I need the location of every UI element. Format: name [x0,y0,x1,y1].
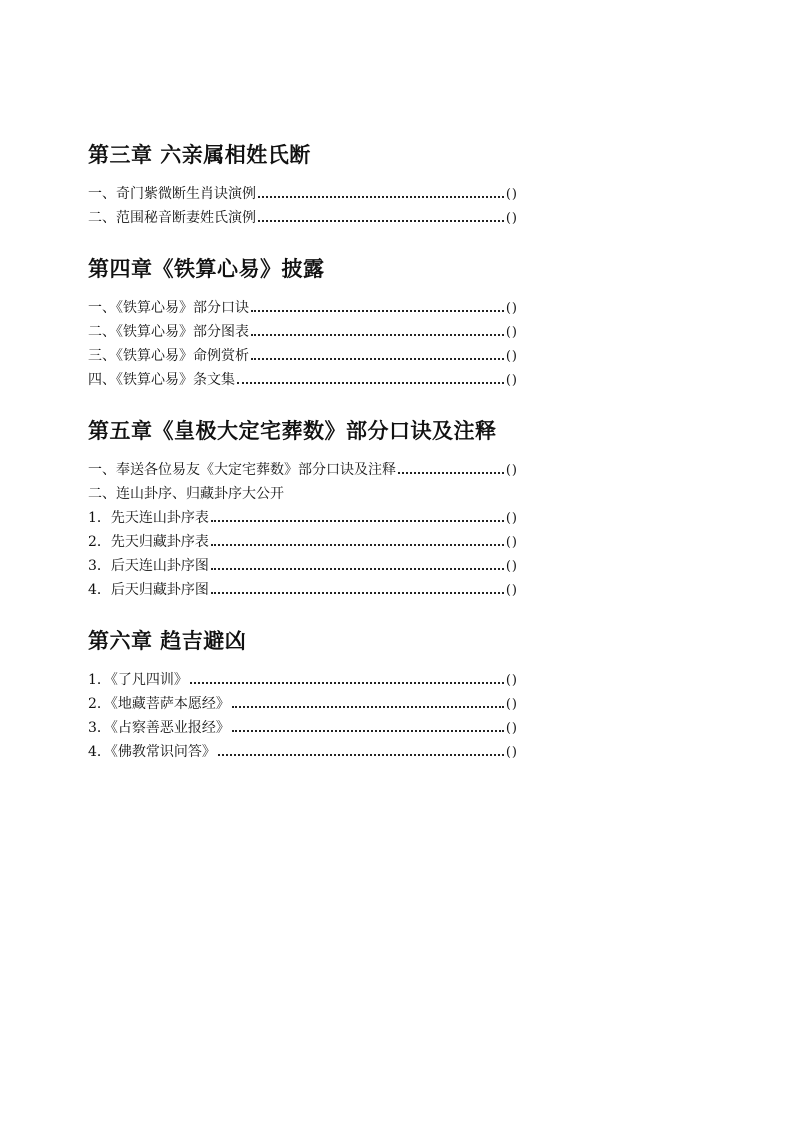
chapter-3 [88,140,518,230]
toc-entry-page: () [505,673,518,688]
toc-entry-page: () [505,187,518,202]
dot-leader [211,583,504,594]
toc-entry[interactable] [88,716,518,740]
dot-leader [258,187,504,198]
toc-entry[interactable] [88,344,518,368]
toc-entry-text: 1．《了凡四训》 [88,672,188,688]
toc-entry-page: () [505,325,518,340]
toc-entry-page: () [505,721,518,736]
toc-page [88,128,518,764]
dot-leader [258,211,504,222]
chapter-4 [88,254,518,392]
toc-entry[interactable] [88,206,518,230]
toc-entry-text: 二、《铁算心易》部分图表 [88,324,249,340]
chapter-6 [88,626,518,764]
toc-entry-text: 二、范围秘音断妻姓氏演例 [88,210,256,226]
toc-section-heading[interactable] [88,482,518,506]
toc-entry[interactable] [88,296,518,320]
toc-entry-text: 4．后天归藏卦序图 [88,582,209,598]
dot-leader [398,463,504,474]
toc-entry-page: () [505,745,518,760]
chapter-title: 第三章 六亲属相姓氏断 [88,143,311,167]
chapter-title: 第六章 趋吉避凶 [88,629,247,653]
toc-entry[interactable] [88,578,518,602]
toc-entry-text: 四、《铁算心易》条文集 [88,372,235,388]
chapter-title: 第四章《铁算心易》披露 [88,257,325,281]
dot-leader [237,373,504,384]
toc-entry-text: 3．《占察善恶业报经》 [88,720,230,736]
dot-leader [251,325,504,336]
toc-entry-page: () [505,301,518,316]
toc-entry[interactable] [88,368,518,392]
toc-entry-page: () [505,349,518,364]
toc-entry-text: 2．《地藏菩萨本愿经》 [88,696,230,712]
toc-entry-text: 2．先天归藏卦序表 [88,534,209,550]
toc-entry[interactable] [88,506,518,530]
toc-entry-page: () [505,535,518,550]
toc-entry-page: () [505,697,518,712]
toc-entry[interactable] [88,182,518,206]
toc-entry-page: () [505,373,518,388]
toc-entry-page: () [505,463,518,478]
toc-entry-text: 4．《佛教常识问答》 [88,744,216,760]
toc-entry-text: 3．后天连山卦序图 [88,558,209,574]
dot-leader [211,535,504,546]
dot-leader [190,673,504,684]
toc-entry-text: 1．先天连山卦序表 [88,510,209,526]
toc-entry-page: () [505,211,518,226]
dot-leader [232,721,504,732]
dot-leader [251,301,504,312]
dot-leader [251,349,504,360]
toc-entry-text: 二、连山卦序、归藏卦序大公开 [88,486,284,502]
chapter-5 [88,416,518,602]
toc-entry[interactable] [88,458,518,482]
dot-leader [211,559,504,570]
toc-entry[interactable] [88,320,518,344]
toc-entry[interactable] [88,692,518,716]
toc-entry[interactable] [88,554,518,578]
toc-entry[interactable] [88,740,518,764]
toc-entry-page: () [505,559,518,574]
dot-leader [211,511,504,522]
toc-entry-text: 一、奉送各位易友《大定宅葬数》部分口诀及注释 [88,462,396,478]
toc-entry-text: 三、《铁算心易》命例赏析 [88,348,249,364]
toc-entry-page: () [505,583,518,598]
toc-entry[interactable] [88,530,518,554]
dot-leader [218,745,504,756]
dot-leader [232,697,504,708]
toc-entry-text: 一、奇门紫微断生肖诀演例 [88,186,256,202]
toc-entry-text: 一、《铁算心易》部分口诀 [88,300,249,316]
toc-entry-page: () [505,511,518,526]
chapter-title: 第五章《皇极大定宅葬数》部分口诀及注释 [88,419,497,443]
toc-entry[interactable] [88,668,518,692]
